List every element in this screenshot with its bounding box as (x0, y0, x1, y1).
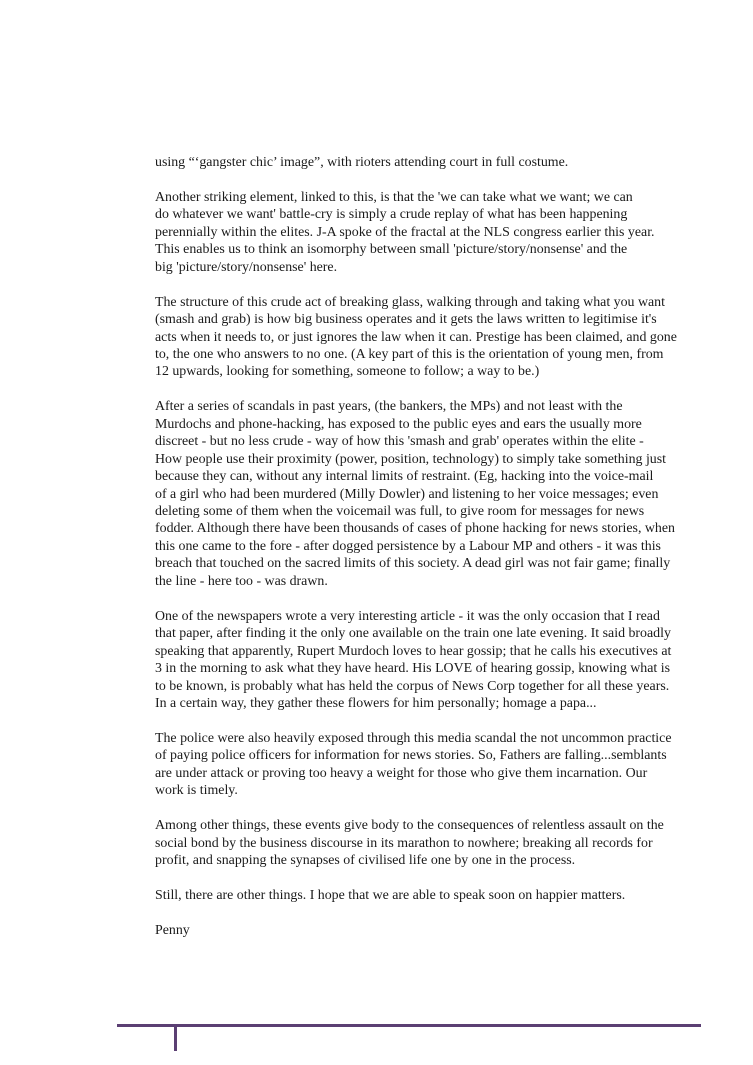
text-line: that paper, after finding it the only one available on the train one late evening. It said broadly (155, 626, 671, 642)
text-line: big 'picture/story/nonsense' here. (155, 259, 338, 275)
text-line: Murdochs and phone-hacking, has exposed to the public eyes and ears the usually more (155, 416, 642, 432)
text-line: work is timely. (155, 783, 238, 799)
text-line: (smash and grab) is how big business operates and it gets the laws written to legitimise it's (155, 312, 657, 328)
footer-tick (174, 1024, 177, 1051)
text-line: this one came to the fore - after dogged persistence by a Labour MP and others - it was this (155, 538, 661, 554)
text-line: After a series of scandals in past years, (the bankers, the MPs) and not least with the (155, 399, 623, 415)
text-line: speaking that apparently, Rupert Murdoch loves to hear gossip; that he calls his executives at (155, 643, 672, 659)
paragraph (155, 398, 730, 590)
paragraph (155, 154, 730, 171)
text-line: Penny (155, 922, 190, 938)
text-line: discreet - but no less crude - way of how this 'smash and grab' operates within the elite - (155, 434, 644, 450)
paragraph (155, 189, 730, 276)
text-line: The police were also heavily exposed through this media scandal the not uncommon practice (155, 730, 672, 746)
text-line: In a certain way, they gather these flowers for him personally; homage a papa... (155, 695, 597, 711)
footer-rule (117, 1024, 701, 1027)
text-line: How people use their proximity (power, position, technology) to simply take something just (155, 451, 667, 467)
paragraph (155, 294, 730, 381)
text-line: breach that touched on the sacred limits of this society. A dead girl was not fair game; finally (155, 556, 671, 572)
text-line: because they can, without any internal limits of restraint. (Eg, hacking into the voice-mail (155, 469, 654, 485)
text-line: the line - here too - was drawn. (155, 573, 328, 589)
text-line: perennially within the elites. J-A spoke of the fractal at the NLS congress earlier this year. (155, 224, 655, 240)
text-line: 12 upwards, looking for something, someone to follow; a way to be.) (155, 364, 540, 380)
text-line: social bond by the business discourse in its marathon to nowhere; breaking all records for (155, 835, 653, 851)
text-line: of paying police officers for information for news stories. So, Fathers are falling...semblants (155, 748, 667, 764)
signature (155, 922, 730, 939)
text-line: to be known, is probably what has held the corpus of News Corp together for all these years. (155, 678, 670, 694)
text-line: of a girl who had been murdered (Milly Dowler) and listening to her voice messages; even (155, 486, 659, 502)
text-line: 3 in the morning to ask what they have heard. His LOVE of hearing gossip, knowing what is (155, 661, 671, 677)
text-line: Another striking element, linked to this, is that the 'we can take what we want; we can (155, 189, 633, 205)
text-line: profit, and snapping the synapses of civilised life one by one in the process. (155, 853, 576, 869)
text-line: Among other things, these events give body to the consequences of relentless assault on the (155, 818, 664, 834)
text-line: One of the newspapers wrote a very interesting article - it was the only occasion that I read (155, 608, 660, 624)
text-line: do whatever we want' battle-cry is simply a crude replay of what has been happening (155, 207, 628, 223)
text-line: Still, there are other things. I hope that we are able to speak soon on happier matters. (155, 887, 626, 903)
paragraph (155, 817, 730, 869)
paragraph (155, 887, 730, 904)
document-body (155, 154, 730, 957)
text-line: using “‘gangster chic’ image”, with rioters attending court in full costume. (155, 155, 569, 170)
text-line: acts when it needs to, or just ignores the law when it can. Prestige has been claimed, and gone (155, 329, 677, 345)
text-line: deleting some of them when the voicemail was full, to give room for messages for news (155, 504, 645, 520)
text-line: The structure of this crude act of breaking glass, walking through and taking what you want (155, 294, 665, 310)
paragraph (155, 608, 730, 713)
text-line: to, the one who answers to no one. (A key part of this is the orientation of young men, from (155, 346, 664, 362)
text-line: are under attack or proving too heavy a weight for those who give them incarnation. Our (155, 765, 648, 781)
paragraph (155, 730, 730, 800)
text-line: This enables us to think an isomorphy between small 'picture/story/nonsense' and the (155, 242, 628, 258)
text-line: fodder. Although there have been thousands of cases of phone hacking for news stories, when (155, 521, 675, 537)
